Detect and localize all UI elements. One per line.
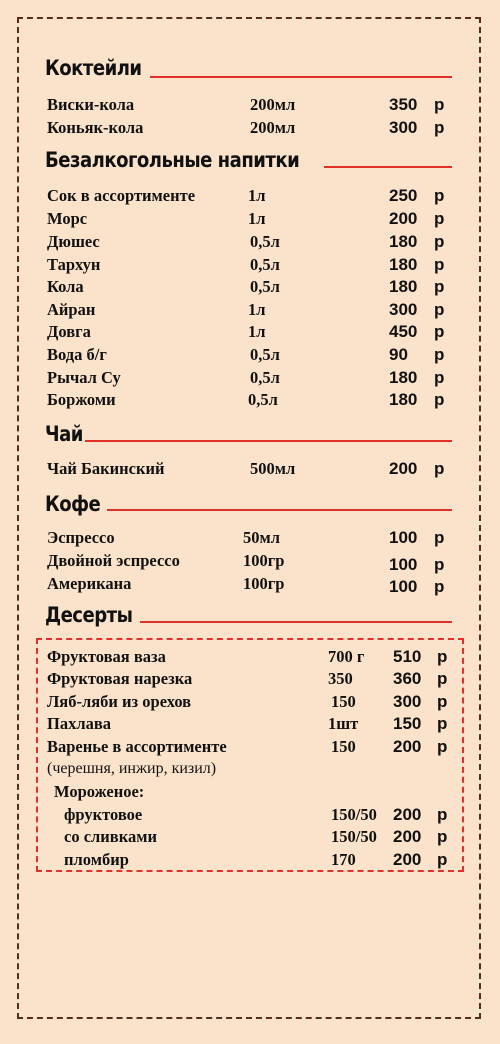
menu-row bbox=[47, 277, 467, 299]
item-price: 180 bbox=[389, 390, 418, 409]
menu-row bbox=[47, 692, 467, 714]
item-volume: 150 bbox=[331, 692, 356, 711]
item-currency: р bbox=[437, 714, 448, 733]
section-heading-tea: Чай bbox=[45, 422, 83, 446]
menu-row bbox=[47, 647, 467, 669]
menu-row bbox=[47, 368, 467, 390]
menu-row bbox=[47, 209, 467, 231]
item-volume: 0,5л bbox=[250, 368, 280, 387]
menu-row bbox=[47, 95, 467, 117]
item-currency: р bbox=[437, 805, 448, 824]
menu-row bbox=[47, 322, 467, 344]
item-volume: 100гр bbox=[243, 551, 285, 570]
item-name: Вода б/г bbox=[47, 345, 107, 364]
item-name: Морс bbox=[47, 209, 88, 228]
item-name: Тархун bbox=[47, 255, 101, 274]
heading-rule bbox=[85, 440, 452, 442]
ice-cream-title-row bbox=[47, 782, 467, 804]
ice-cream-title: Мороженое: bbox=[54, 782, 145, 801]
menu-row bbox=[47, 669, 467, 691]
heading-rule bbox=[150, 76, 452, 78]
item-price: 250 bbox=[389, 186, 418, 205]
item-name: Дюшес bbox=[47, 232, 100, 251]
item-price: 300 bbox=[389, 300, 418, 319]
item-volume: 50мл bbox=[243, 528, 280, 547]
section-heading-cocktails: Коктейли bbox=[45, 56, 142, 80]
item-currency: р bbox=[434, 322, 445, 341]
menu-row bbox=[47, 300, 467, 322]
item-price: 100 bbox=[389, 528, 418, 547]
item-price: 510 bbox=[393, 647, 422, 666]
item-price: 300 bbox=[393, 692, 422, 711]
menu-row bbox=[47, 528, 467, 550]
menu-row bbox=[47, 850, 467, 872]
item-volume: 1л bbox=[248, 300, 266, 319]
item-price: 180 bbox=[389, 368, 418, 387]
item-price: 450 bbox=[389, 322, 418, 341]
item-price: 90 bbox=[389, 345, 408, 364]
jam-note-row bbox=[47, 760, 467, 782]
item-currency: р bbox=[437, 692, 448, 711]
item-name: Американа bbox=[47, 574, 132, 593]
item-name: Сок в ассортименте bbox=[47, 186, 196, 205]
item-name: фруктовое bbox=[64, 805, 143, 824]
item-volume: 200мл bbox=[250, 95, 296, 114]
item-price: 200 bbox=[393, 850, 422, 869]
item-name: Двойной эспрессо bbox=[47, 551, 180, 570]
menu-row bbox=[47, 390, 467, 412]
item-price: 200 bbox=[389, 459, 418, 478]
item-price: 360 bbox=[393, 669, 422, 688]
item-price: 180 bbox=[389, 232, 418, 251]
section-heading-soft-drinks: Безалкогольные напитки bbox=[45, 148, 300, 172]
item-name: Пахлава bbox=[47, 714, 112, 733]
item-name: Боржоми bbox=[47, 390, 116, 409]
item-currency: р bbox=[437, 669, 448, 688]
menu-row bbox=[47, 118, 467, 140]
item-currency: р bbox=[434, 459, 445, 478]
item-currency: р bbox=[434, 186, 445, 205]
item-volume: 100гр bbox=[243, 574, 285, 593]
item-price: 200 bbox=[393, 805, 422, 824]
item-volume: 170 bbox=[331, 850, 356, 869]
item-volume: 0,5л bbox=[250, 277, 280, 296]
item-currency: р bbox=[434, 95, 445, 114]
heading-rule bbox=[107, 509, 452, 511]
menu-row bbox=[47, 737, 467, 759]
item-volume: 0,5л bbox=[248, 390, 278, 409]
item-currency: р bbox=[434, 390, 445, 409]
item-name: Фруктовая нарезка bbox=[47, 669, 193, 688]
heading-rule bbox=[324, 166, 452, 168]
item-price: 180 bbox=[389, 277, 418, 296]
menu-row bbox=[47, 255, 467, 277]
heading-rule bbox=[140, 621, 452, 623]
item-price: 180 bbox=[389, 255, 418, 274]
item-currency: р bbox=[434, 528, 445, 547]
item-currency: р bbox=[434, 277, 445, 296]
menu-row bbox=[47, 551, 467, 573]
item-volume: 350 bbox=[328, 669, 353, 688]
item-name: Коньяк-кола bbox=[47, 118, 144, 137]
item-volume: 1л bbox=[248, 186, 266, 205]
item-currency: р bbox=[437, 827, 448, 846]
item-price: 300 bbox=[389, 118, 418, 137]
jam-note: (черешня, инжир, кизил) bbox=[47, 760, 217, 777]
menu-row bbox=[47, 459, 467, 481]
item-volume: 500мл bbox=[250, 459, 296, 478]
item-name: Эспрессо bbox=[47, 528, 115, 547]
item-price: 100 bbox=[389, 555, 418, 574]
item-volume: 0,5л bbox=[250, 345, 280, 364]
menu-row bbox=[47, 827, 467, 849]
item-currency: р bbox=[434, 118, 445, 137]
item-name: Кола bbox=[47, 277, 84, 296]
menu-row bbox=[47, 805, 467, 827]
item-price: 200 bbox=[393, 827, 422, 846]
item-price: 200 bbox=[389, 209, 418, 228]
item-name: Виски-кола bbox=[47, 95, 135, 114]
item-currency: р bbox=[434, 255, 445, 274]
item-name: Ляб-ляби из орехов bbox=[47, 692, 192, 711]
item-price: 150 bbox=[393, 714, 422, 733]
item-currency: р bbox=[434, 345, 445, 364]
menu-row bbox=[47, 186, 467, 208]
item-currency: р bbox=[434, 555, 445, 574]
menu-row bbox=[47, 345, 467, 367]
item-volume: 200мл bbox=[250, 118, 296, 137]
item-volume: 0,5л bbox=[250, 255, 280, 274]
item-currency: р bbox=[434, 209, 445, 228]
item-name: со сливками bbox=[64, 827, 157, 846]
item-currency: р bbox=[437, 850, 448, 869]
section-heading-desserts: Десерты bbox=[45, 603, 133, 627]
item-volume: 1л bbox=[248, 322, 266, 341]
item-currency: р bbox=[437, 737, 448, 756]
item-price: 200 bbox=[393, 737, 422, 756]
item-volume: 700 г bbox=[328, 647, 365, 666]
item-name: Айран bbox=[47, 300, 96, 319]
item-name: Рычал Су bbox=[47, 368, 121, 387]
item-currency: р bbox=[434, 368, 445, 387]
item-volume: 150/50 bbox=[331, 827, 377, 846]
item-currency: р bbox=[434, 300, 445, 319]
menu-row bbox=[47, 232, 467, 254]
item-name: Довга bbox=[47, 322, 91, 341]
item-volume: 1шт bbox=[328, 714, 359, 733]
item-volume: 150 bbox=[331, 737, 356, 756]
item-name: Чай Бакинский bbox=[47, 459, 165, 478]
item-name: пломбир bbox=[64, 850, 129, 869]
item-volume: 150/50 bbox=[331, 805, 377, 824]
item-name: Фруктовая ваза bbox=[47, 647, 166, 666]
item-volume: 0,5л bbox=[250, 232, 280, 251]
item-currency: р bbox=[434, 577, 445, 596]
menu-row bbox=[47, 574, 467, 596]
item-currency: р bbox=[434, 232, 445, 251]
menu-row bbox=[47, 714, 467, 736]
item-name: Варенье в ассортименте bbox=[47, 737, 227, 756]
item-currency: р bbox=[437, 647, 448, 666]
item-price: 100 bbox=[389, 577, 418, 596]
section-heading-coffee: Кофе bbox=[45, 492, 101, 516]
item-price: 350 bbox=[389, 95, 418, 114]
item-volume: 1л bbox=[248, 209, 266, 228]
